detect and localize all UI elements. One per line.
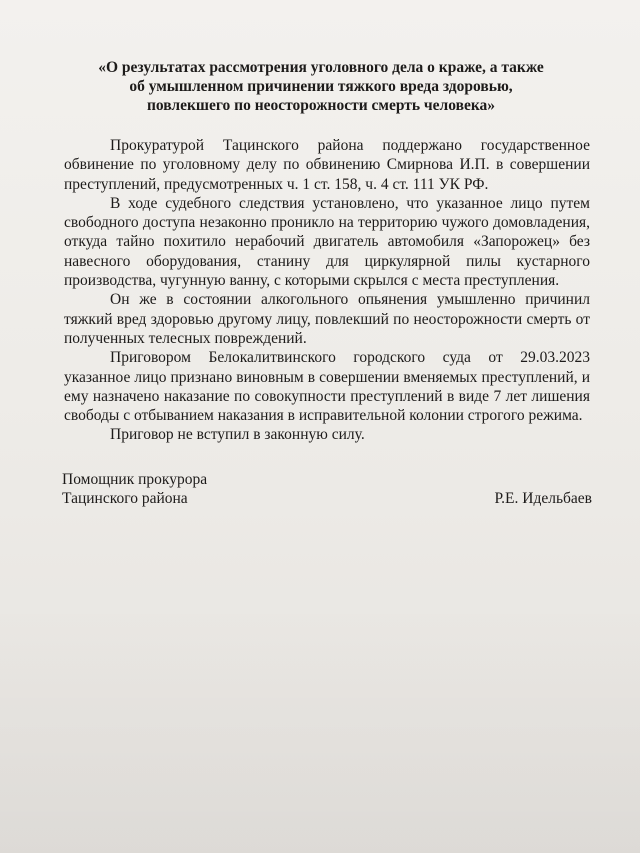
signature-block [62, 470, 592, 509]
paper-shadow [0, 600, 640, 853]
document-body [64, 136, 590, 445]
paragraph-1: Прокуратурой Тацинского района поддержано государственное обвинение по уголовному делу по обвинению Смирнова И.П. в совершении преступлений, предусмотренных ч. 1 ст. 158, ч. 4 ст. 111 УК РФ. [64, 137, 590, 193]
document-title: «О результатах рассмотрения уголовного дела о краже, а также об умышленном причинении тяжкого вреда здоровью, повлекшего по неосторожности смерть человека» [98, 59, 544, 114]
signature-name: Р.Е. Идельбаев [494, 490, 592, 507]
paragraph-4: Приговором Белокалитвинского городского суда от 29.03.2023 указанное лицо признано виновным в совершении вменяемых преступлений, и ему назначено наказание по совокупности преступлений в виде 7 лет лишения свободы с отбыванием наказания в исправительной колонии строгого режима. [64, 349, 590, 425]
paragraph-5: Приговор не вступил в законную силу. [110, 426, 365, 444]
signature-position-line2: Тацинского района [62, 490, 188, 508]
signature-position-line1: Помощник прокурора [62, 471, 208, 488]
paragraph-2: В ходе судебного следствия установлено, что указанное лицо путем свободного доступа незаконно проникло на территорию чужого домовладения, откуда тайно похитило нерабочий двигатель автомобиля «Запорожец» без навесного оборудования, станину для циркулярной пилы кустарного производства, чугунную ванну, с которыми скрылся с места преступления. [64, 194, 590, 290]
paragraph-3: Он же в состоянии алкогольного опьянения умышленно причинил тяжкий вред здоровью другому лицу, повлекший по неосторожности смерть от полученных телесных повреждений. [64, 291, 590, 347]
